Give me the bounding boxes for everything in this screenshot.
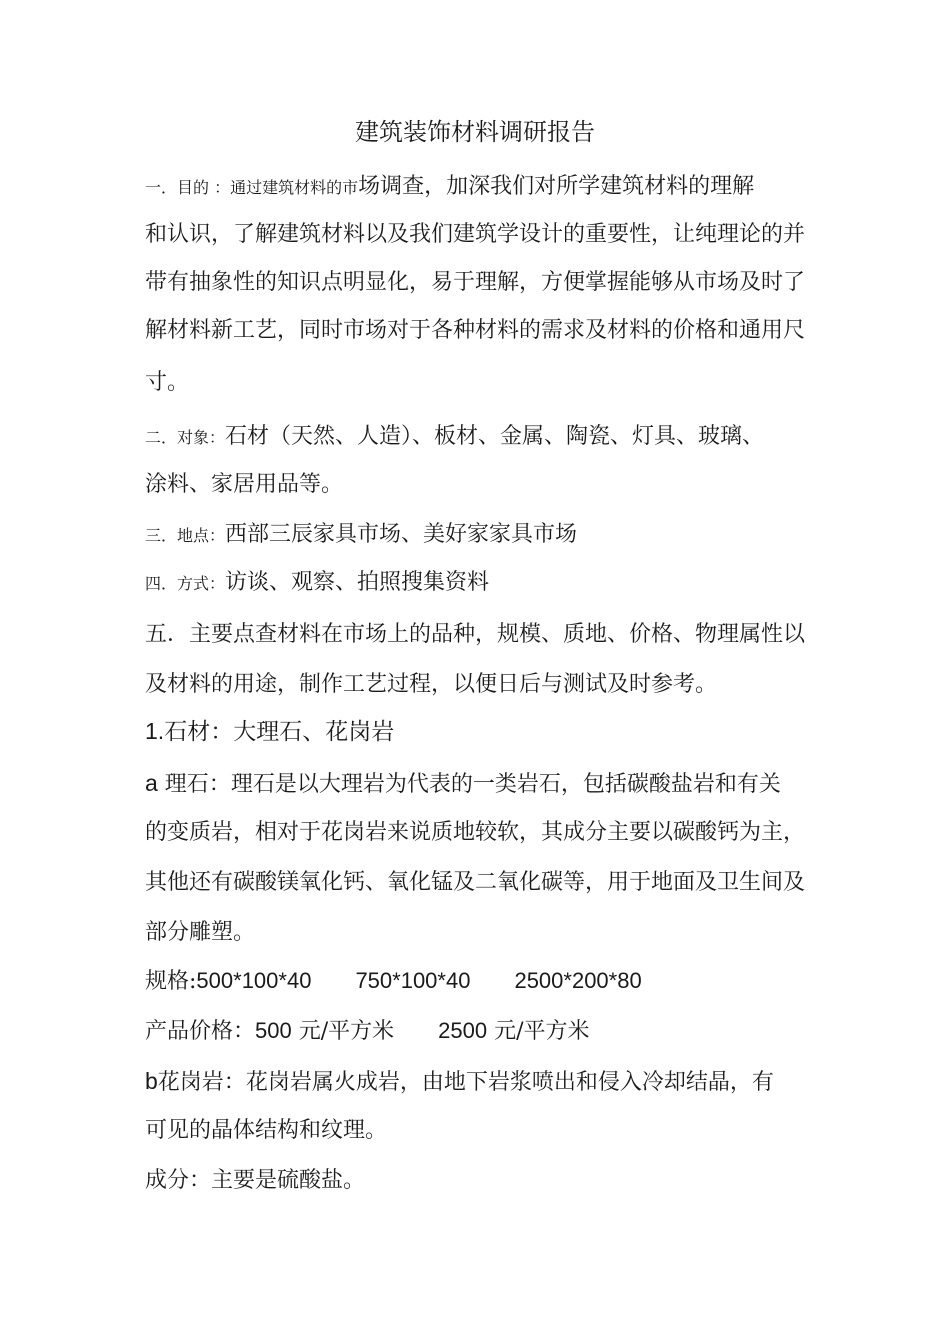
price-value: 500 xyxy=(255,1018,292,1043)
price-unit: 元/平方米 xyxy=(494,1019,590,1044)
spec-label: 规格: xyxy=(145,969,197,994)
paragraph-line: 的变质岩，相对于花岗岩来说质地较软，其成分主要以碳酸钙为主， xyxy=(145,820,806,845)
composition-line xyxy=(145,1166,365,1196)
granite-line-1 xyxy=(145,1066,774,1098)
method-text: 访谈、观察、拍照搜集资料 xyxy=(225,570,490,595)
paragraph-line: 带有抽象性的知识点明显化，易于理解，方便掌握能够从市场及时了 xyxy=(145,270,806,295)
marble-text: 理石是以大理岩为代表的一类岩石，包括碳酸盐岩和有关 xyxy=(230,772,781,797)
stone-heading-text: 石材：大理石、花岗岩 xyxy=(164,719,395,745)
method-label: 四．方式： xyxy=(145,574,226,593)
purpose-line-1 xyxy=(145,172,754,203)
purpose-lead: 通过建筑材料的市 xyxy=(230,178,359,197)
location-line xyxy=(145,520,577,551)
granite-text: 花岗岩属火成岩，由地下岩浆喷出和侵入冷却结晶，有 xyxy=(245,1070,774,1095)
price-value: 2500 xyxy=(438,1018,488,1043)
marble-line-1 xyxy=(145,768,781,800)
granite-label: 花岗岩： xyxy=(157,1070,246,1095)
marble-prefix: a xyxy=(145,770,158,796)
location-label: 三．地点： xyxy=(145,526,226,545)
paragraph-line: 五．主要点查材料在市场上的品种，规模、质地、价格、物理属性以 xyxy=(145,622,806,647)
stone-heading-num: 1. xyxy=(145,718,165,744)
page-title: 建筑装饰材料调研报告 xyxy=(355,118,595,146)
marble-label: 理石： xyxy=(164,772,231,797)
composition-text: 主要是硫酸盐。 xyxy=(211,1168,366,1193)
spec-value: 500*100*40 xyxy=(196,968,312,993)
paragraph-line: 解材料新工艺，同时市场对于各种材料的需求及材料的价格和通用尺 xyxy=(145,318,806,343)
price-label: 产品价格： xyxy=(145,1019,256,1044)
price-unit: 元/平方米 xyxy=(298,1019,395,1044)
spec-value: 2500*200*80 xyxy=(514,968,642,993)
objects-text: 石材（天然、人造）、板材、金属、陶瓷、灯具、玻璃、 xyxy=(225,424,765,449)
paragraph-line: 涂料、家居用品等。 xyxy=(145,472,344,497)
paragraph-line: 其他还有碳酸镁氧化钙、氧化锰及二氧化碳等，用于地面及卫生间及 xyxy=(145,870,806,895)
spec-line xyxy=(145,966,642,997)
paragraph-line: 部分雕塑。 xyxy=(145,920,256,945)
paragraph-line: 及材料的用途，制作工艺过程，以便日后与测试及时参考。 xyxy=(145,672,718,697)
objects-line-1 xyxy=(145,422,764,453)
location-text: 西部三辰家具市场、美好家家具市场 xyxy=(225,522,578,547)
spec-value: 750*100*40 xyxy=(355,968,471,993)
stone-heading xyxy=(145,716,394,747)
objects-label: 二．对象： xyxy=(145,428,226,447)
granite-prefix: b xyxy=(145,1068,158,1094)
price-line xyxy=(145,1016,590,1047)
method-line xyxy=(145,568,489,599)
composition-label: 成分： xyxy=(145,1168,212,1193)
purpose-text: 场调查，加深我们对所学建筑材料的理解 xyxy=(358,174,755,199)
paragraph-line: 可见的晶体结构和纹理。 xyxy=(145,1118,388,1143)
purpose-label: 一．目的 ： xyxy=(145,178,231,197)
paragraph-line: 寸。 xyxy=(145,370,190,395)
paragraph-line: 和认识，了解建筑材料以及我们建筑学设计的重要性，让纯理论的并 xyxy=(145,222,806,247)
